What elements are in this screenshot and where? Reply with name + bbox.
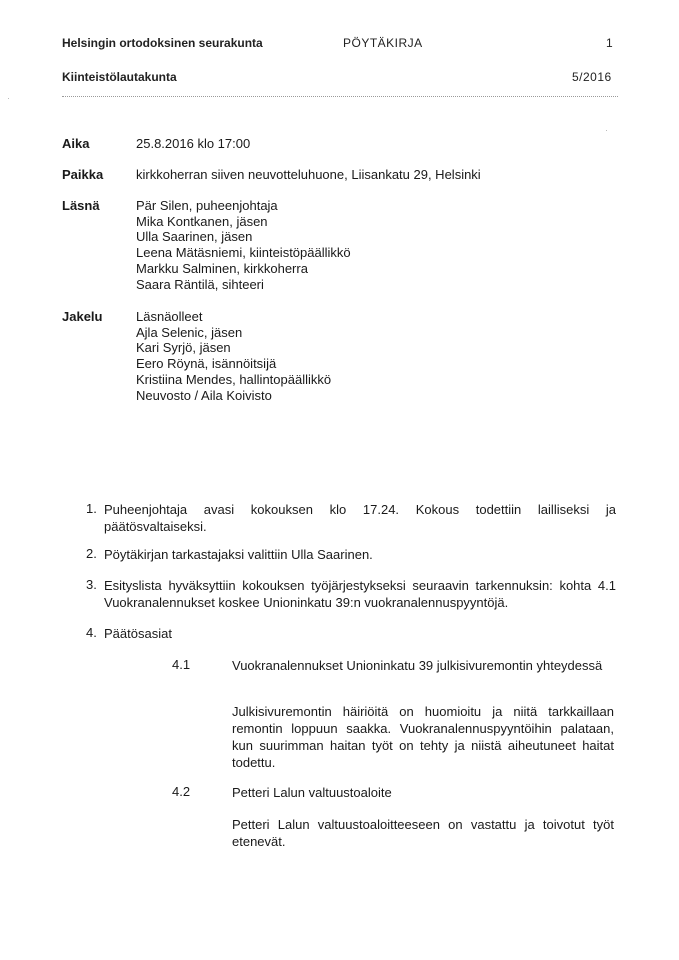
item-text: Pöytäkirjan tarkastajaksi valittiin Ulla Saarinen.: [104, 547, 373, 562]
org-name: Helsingin ortodoksinen seurakunta: [62, 36, 263, 50]
aika-label: Aika: [62, 136, 90, 151]
item-number: 4.: [86, 625, 97, 640]
item-number: 3.: [86, 577, 97, 592]
header-divider: [62, 96, 618, 97]
lasna-list: [136, 198, 351, 292]
jakelu-label: Jakelu: [62, 309, 103, 324]
list-item: Eero Röynä, isännöitsijä: [136, 356, 277, 372]
committee-name: Kiinteistölautakunta: [62, 70, 177, 84]
jakelu-list: [136, 309, 331, 403]
subitem-title: Vuokranalennukset Unioninkatu 39 julkisivuremontin yhteydessä: [232, 658, 603, 673]
document-number: 5/2016: [572, 70, 612, 84]
scan-speck: [8, 98, 9, 99]
scan-speck: [606, 130, 607, 131]
subitem-number: 4.1: [172, 657, 191, 672]
subitem-title: Petteri Lalun valtuustoaloite: [232, 785, 392, 800]
item-text: Esityslista hyväksyttiin kokouksen työjärjestykseksi seuraavin tarkennuksin: kohta 4.1 Vuokranalennukset koskee Unioninkatu 39:n vuokranalennuspyyntöjä.: [104, 578, 616, 610]
list-item: Markku Salminen, kirkkoherra: [136, 260, 308, 276]
item-number: 1.: [86, 501, 97, 516]
list-item: Kristiina Mendes, hallintopäällikkö: [136, 371, 332, 387]
subitem-number: 4.2: [172, 784, 191, 799]
list-item: Kari Syrjö, jäsen: [136, 340, 231, 356]
list-item: Ulla Saarinen, jäsen: [136, 229, 253, 245]
paikka-label: Paikka: [62, 167, 104, 182]
list-item: Neuvosto / Aila Koivisto: [136, 387, 272, 403]
item-text: Puheenjohtaja avasi kokouksen klo 17.24. Kokous todettiin lailliseksi ja päätösvaltaiseksi.: [104, 502, 616, 534]
list-item: Läsnäolleet: [136, 309, 203, 324]
list-item: Ajla Selenic, jäsen: [136, 324, 243, 340]
item-text: Päätösasiat: [104, 626, 172, 641]
list-item: Saara Räntilä, sihteeri: [136, 276, 264, 292]
list-item: Pär Silen, puheenjohtaja: [136, 198, 278, 213]
subitem-body: Petteri Lalun valtuustoaloitteeseen on vastattu ja toivotut työt etenevät.: [232, 817, 614, 849]
page-number: 1: [606, 36, 614, 50]
lasna-label: Läsnä: [62, 198, 100, 213]
paikka-value: kirkkoherran siiven neuvotteluhuone, Liisankatu 29, Helsinki: [136, 167, 481, 182]
document-type: PÖYTÄKIRJA: [343, 36, 423, 50]
subitem-body: Julkisivuremontin häiriöitä on huomioitu ja niitä tarkkaillaan remontin loppuun saakka. Vuokranalennuspyyntöihin palataan, kun suurimman haitan työt on tehty ja niistä aiheutuneet haitat todettu.: [232, 704, 614, 770]
list-item: Leena Mätäsniemi, kiinteistöpäällikkö: [136, 245, 351, 261]
aika-value: 25.8.2016 klo 17:00: [136, 136, 251, 151]
item-number: 2.: [86, 546, 97, 561]
list-item: Mika Kontkanen, jäsen: [136, 213, 268, 229]
